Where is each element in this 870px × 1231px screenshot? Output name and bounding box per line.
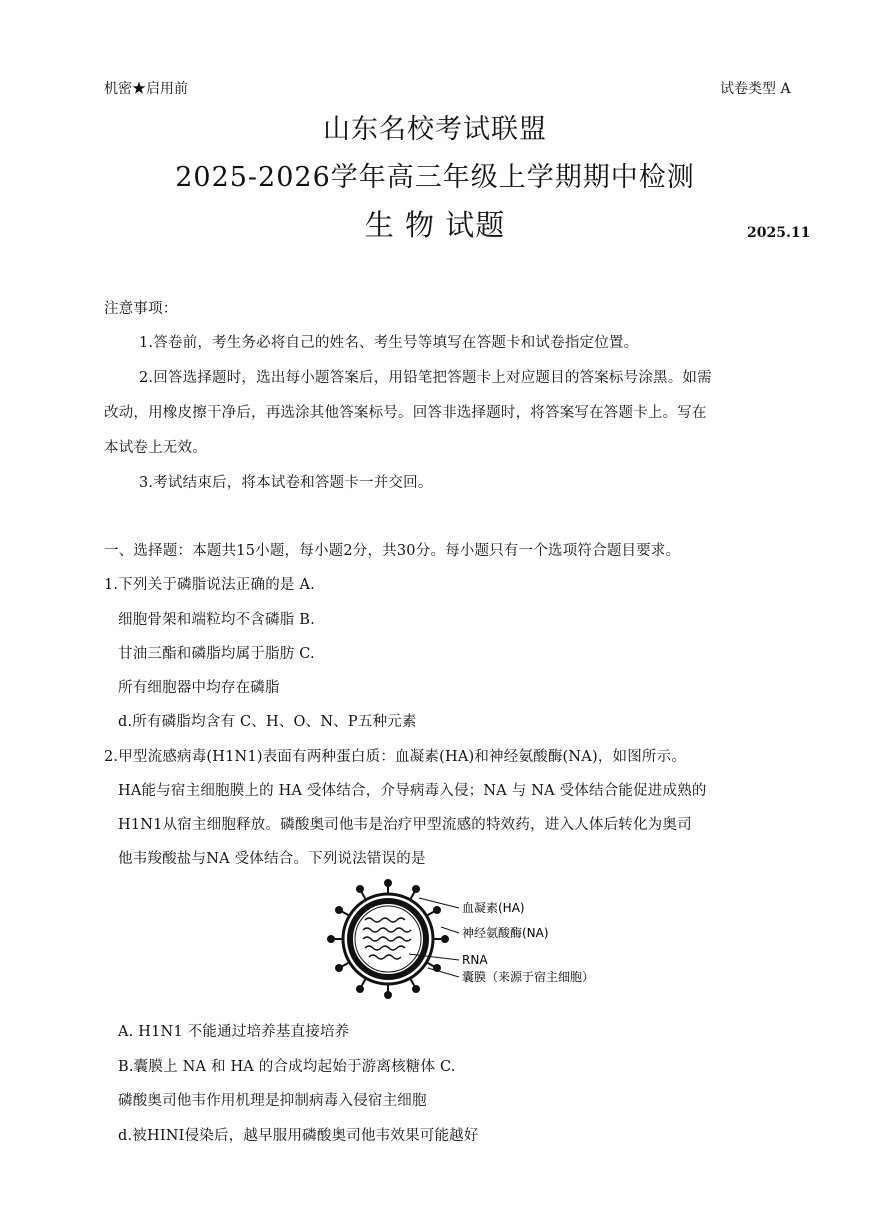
exam-alliance-title: 山东名校考试联盟 (323, 114, 547, 145)
q1-option-line-2: 甘油三酯和磷脂均属于脂肪 C. (118, 646, 315, 662)
exam-date: 2025.11 (747, 225, 811, 241)
notice-item-2-line-3: 本试卷上无效。 (104, 440, 207, 456)
q2-stem-line-1: 2.甲型流感病毒(H1N1)表面有两种蛋白质：血凝素(HA)和神经氨酸酶(NA)，如图所示。 (104, 749, 687, 765)
notice-item-2-line-1: 2.回答选择题时，选出每小题答案后，用铅笔把答题卡上对应题目的答案标号涂黑。如需 (139, 370, 712, 386)
label-hemagglutinin: 血凝素(HA) (462, 901, 525, 915)
label-envelope: 囊膜（来源于宿主细胞） (462, 970, 595, 984)
q2-option-b: B.囊膜上 NA 和 HA 的合成均起始于游离核糖体 C. (118, 1059, 456, 1075)
q1-option-line-1: 细胞骨架和端粒均不含磷脂 B. (118, 612, 315, 628)
notice-item-1: 1.答卷前，考生务必将自己的姓名、考生号等填写在答题卡和试卷指定位置。 (139, 335, 639, 351)
q2-stem-line-2: HA能与宿主细胞膜上的 HA 受体结合，介导病毒入侵；NA 与 NA 受体结合能促进成熟的 (118, 783, 707, 799)
q2-stem-line-4: 他韦羧酸盐与NA 受体结合。下列说法错误的是 (118, 851, 426, 867)
confidential-label: 机密★启用前 (104, 81, 188, 97)
q1-stem: 1.下列关于磷脂说法正确的是 A. (104, 577, 315, 593)
notice-item-3: 3.考试结束后，将本试卷和答题卡一并交回。 (139, 475, 433, 491)
q2-option-a: A. H1N1 不能通过培养基直接培养 (118, 1024, 350, 1040)
notice-item-2-line-2: 改动，用橡皮擦干净后，再选涂其他答案标号。回答非选择题时，将答案写在答题卡上。写在 (104, 405, 707, 421)
q2-option-d: d.被HINI侵染后，越早服用磷酸奥司他韦效果可能越好 (118, 1128, 479, 1144)
label-rna: RNA (462, 953, 488, 967)
q1-option-line-3: 所有细胞器中均存在磷脂 (118, 680, 280, 696)
exam-term-title: 2025-2026学年高三年级上学期期中检测 (175, 162, 695, 193)
subject-title: 生 物 试题 (364, 208, 506, 242)
q1-option-line-4: d.所有磷脂均含有 C、H、O、N、P五种元素 (118, 714, 417, 730)
q2-stem-line-3: H1N1从宿主细胞释放。磷酸奥司他韦是治疗甲型流感的特效药，进入人体后转化为奥司 (118, 817, 692, 833)
paper-type-label: 试卷类型 A (720, 81, 791, 97)
label-neuraminidase: 神经氨酸酶(NA) (462, 926, 549, 940)
notice-heading: 注意事项： (104, 301, 178, 317)
virus-core (355, 906, 421, 972)
section-1-heading: 一、选择题：本题共15小题，每小题2分，共30分。每小题只有一个选项符合题目要求。 (104, 543, 681, 559)
q2-option-c: 磷酸奥司他韦作用机理是抑制病毒入侵宿主细胞 (118, 1093, 427, 1109)
h1n1-virus-figure (325, 878, 625, 1000)
